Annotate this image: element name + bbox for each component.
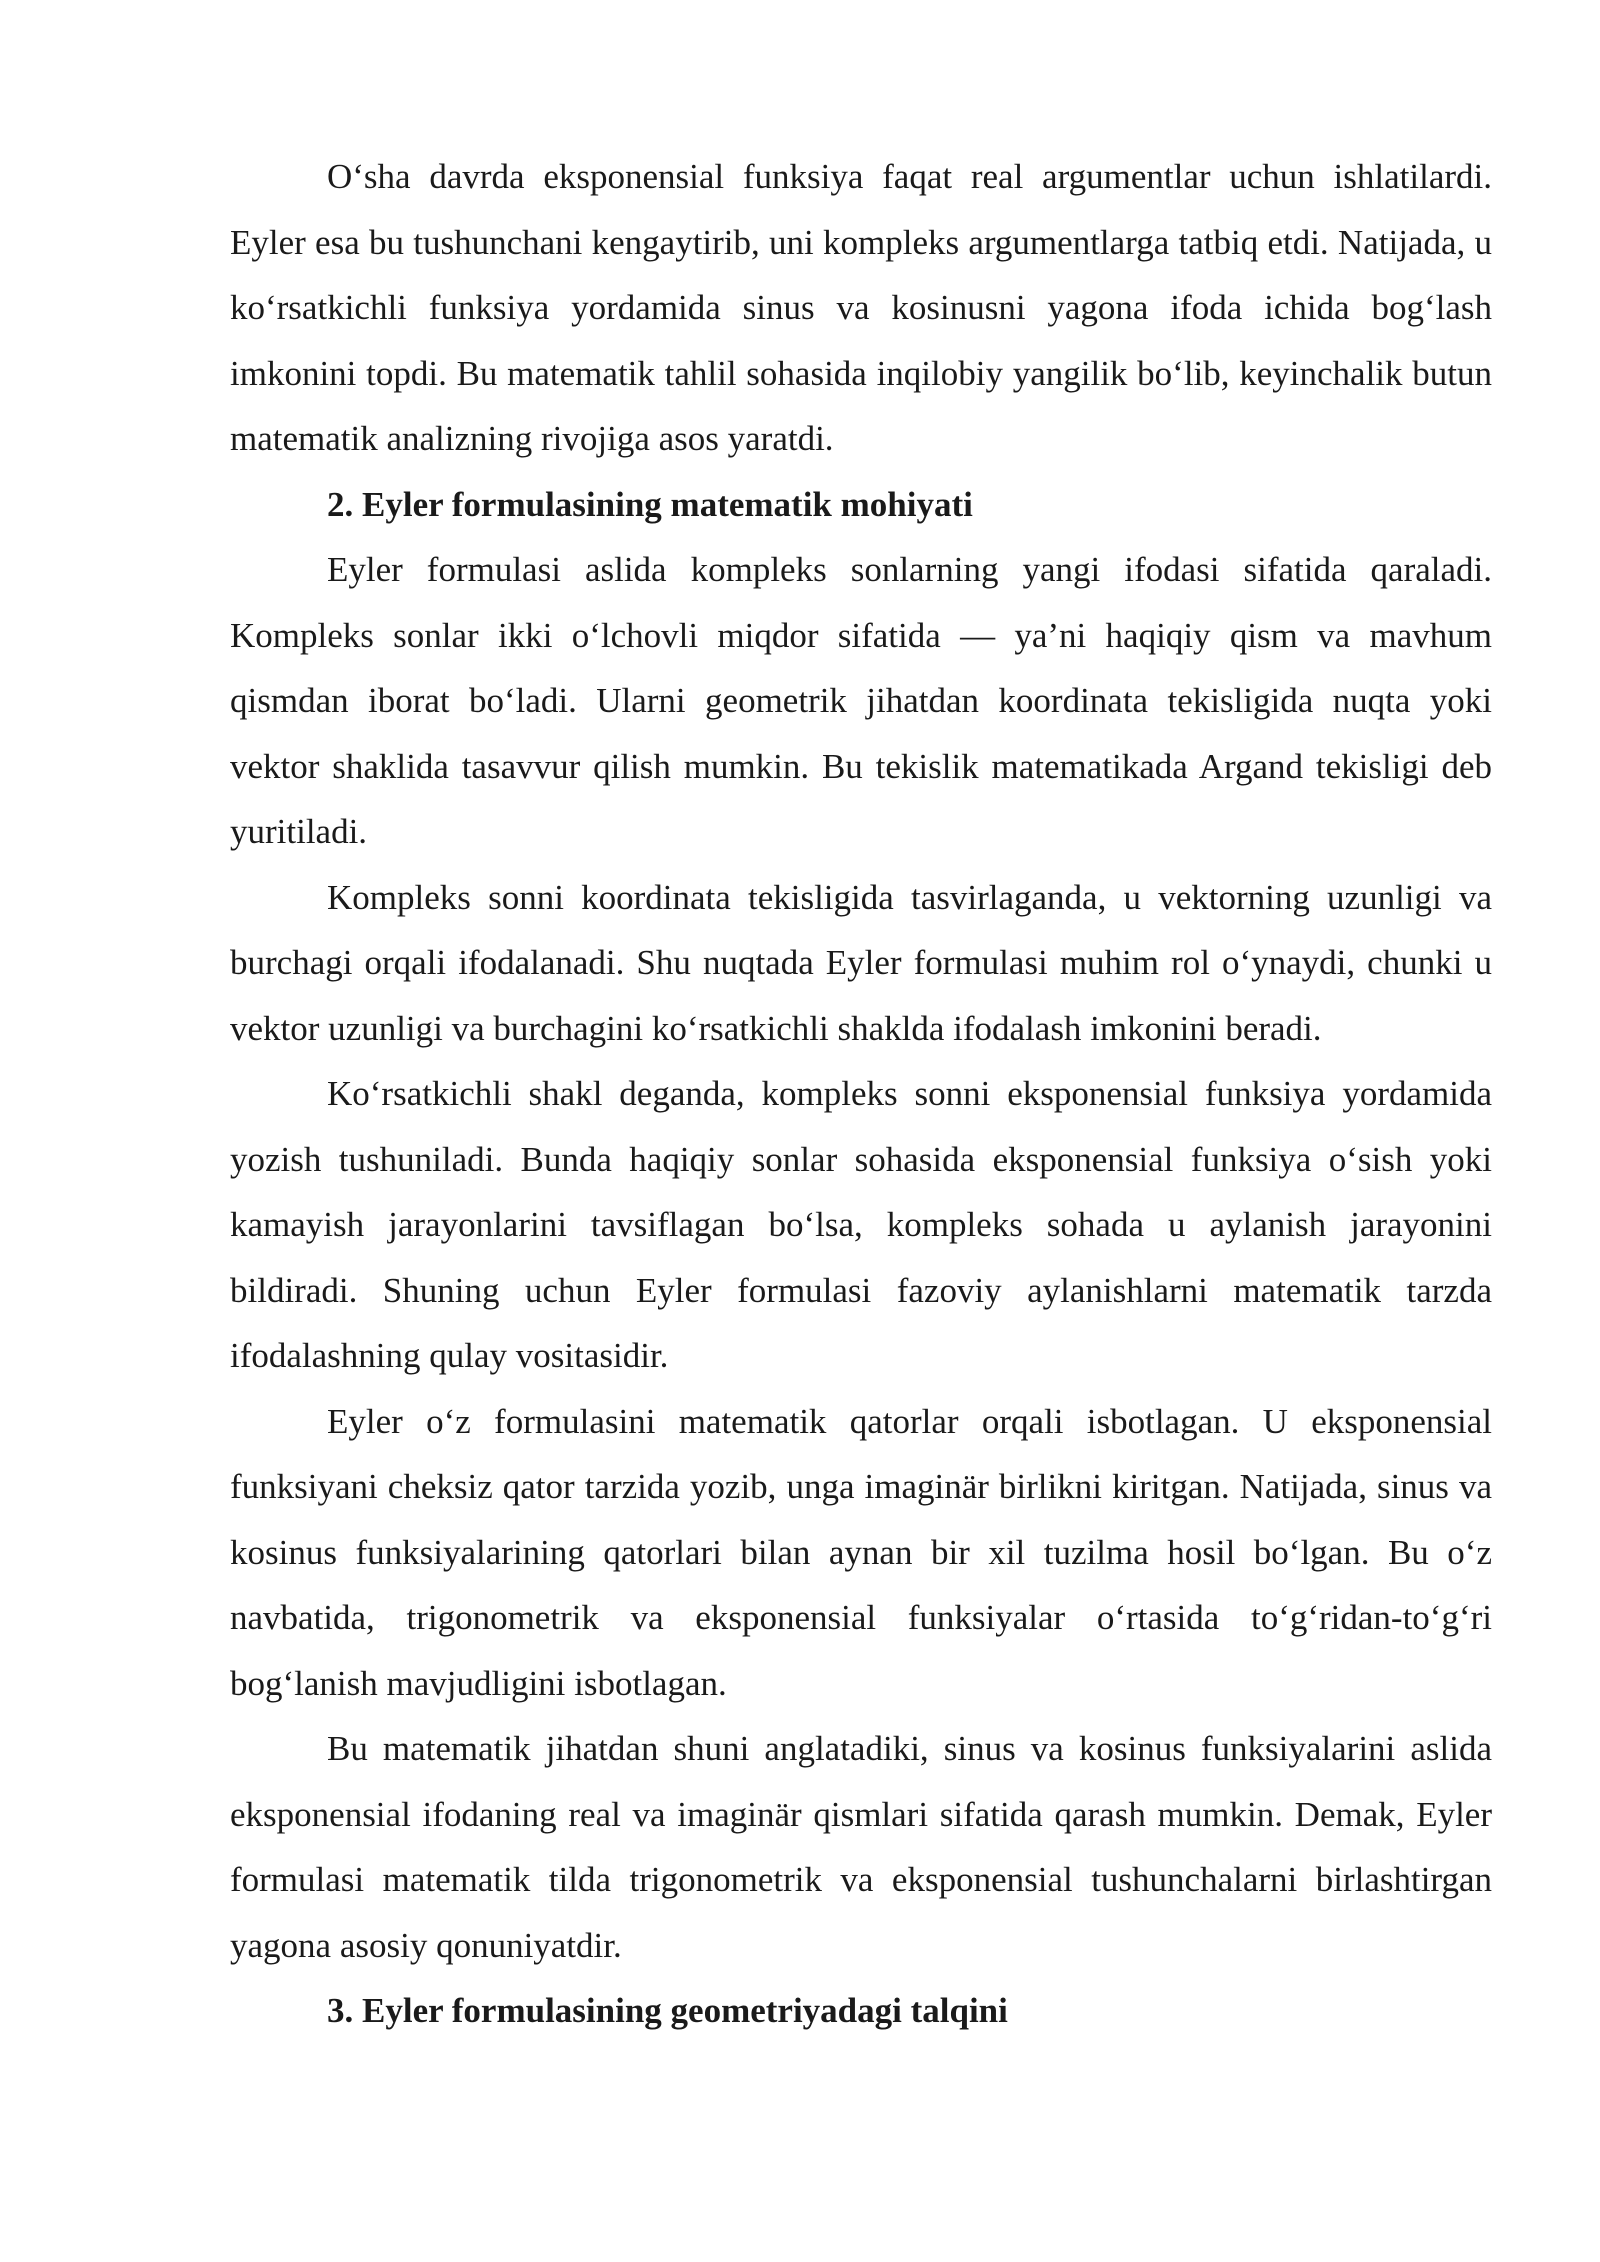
paragraph-vector-representation: Kompleks sonni koordinata tekisligida tasvirlaganda, u vektorning uzunligi va burchagi orqali ifodalanadi. Shu nuqtada Eyler formulasi muhim rol o‘ynaydi, chunki u vektor uzunligi va burchagini ko‘rsatkichli shaklda ifodalash imkonini beradi. [230,877,1492,1048]
paragraph-complex-numbers: Eyler formulasi aslida kompleks sonlarning yangi ifodasi sifatida qaraladi. Kompleks sonlar ikki o‘lchovli miqdor sifatida — ya’ni haqiqiy qism va mavhum qismdan iborat bo‘ladi. Ularni geometrik jihatdan koordinata tekisligida nuqta yoki vektor shaklida tasavvur qilish mumkin. Bu tekislik matematikada Argand tekisligi deb yuritiladi. [230,550,1492,851]
paragraph-history: O‘sha davrda eksponensial funksiya faqat real argumentlar uchun ishlatilardi. Eyler esa bu tushunchani kengaytirib, uni kompleks argumentlarga tatbiq etdi. Natijada, u ko‘rsatkichli funksiya yordamida sinus va kosinusni yagona ifoda ichida bog‘lash imkonini topdi. Bu matematik tahlil sohasida inqilobiy yangilik bo‘lib, keyinchalik butun matematik analizning rivojiga asos yaratdi. [230,157,1492,458]
section-heading-2: 2. Eyler formulasining matematik mohiyati [327,484,973,524]
paragraph-exponential-form: Ko‘rsatkichli shakl deganda, kompleks sonni eksponensial funksiya yordamida yozish tushuniladi. Bunda haqiqiy sonlar sohasida eksponensial funksiya o‘sish yoki kamayish jarayonlarini tavsiflagan bo‘lsa, kompleks sohada u aylanish jarayonini bildiradi. Shuning uchun Eyler formulasi fazoviy aylanishlarni matematik tarzda ifodalashning qulay vositasidir. [230,1074,1492,1375]
document-page [230,144,1492,2044]
paragraph-conclusion: Bu matematik jihatdan shuni anglatadiki, sinus va kosinus funksiyalarini aslida eksponensial ifodaning real va imaginär qismlari sifatida qarash mumkin. Demak, Eyler formulasi matematik tilda trigonometrik va eksponensial tushunchalarni birlashtirgan yagona asosiy qonuniyatdir. [230,1729,1492,1965]
paragraph-series-proof: Eyler o‘z formulasini matematik qatorlar orqali isbotlagan. U eksponensial funksiyani cheksiz qator tarzida yozib, unga imaginär birlikni kiritgan. Natijada, sinus va kosinus funksiyalarining qatorlari bilan aynan bir xil tuzilma hosil bo‘lgan. Bu o‘z navbatida, trigonometrik va eksponensial funksiyalar o‘rtasida to‘g‘ridan-to‘g‘ri bog‘lanish mavjudligini isbotlagan. [230,1401,1492,1703]
section-heading-3: 3. Eyler formulasining geometriyadagi talqini [327,1991,1008,2030]
